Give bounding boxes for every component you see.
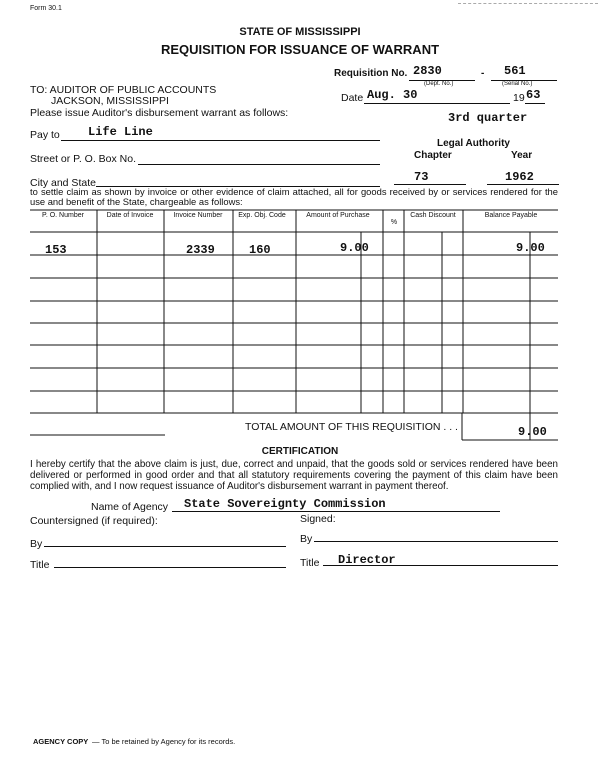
street-label: Street or P. O. Box No. [30, 153, 137, 165]
date-value: Aug. 30 [367, 88, 418, 102]
legal-authority-title: Legal Authority [437, 138, 510, 149]
agency-copy-label: AGENCY COPY [33, 737, 89, 746]
row-1-exp-code: 160 [249, 243, 271, 257]
countersigned-title-label: Title [30, 559, 50, 571]
dept-no-value: 2830 [413, 64, 442, 78]
quarter-note: 3rd quarter [448, 111, 528, 125]
agency-copy-text: — To be retained by Agency for its records. [92, 737, 236, 746]
legal-year-value: 1962 [505, 170, 534, 184]
form-number: Form 30.1 [30, 5, 62, 12]
col-header-invoice-date: Date of Invoice [106, 212, 154, 219]
date-label: Date [341, 92, 364, 104]
signed-by-label: By [300, 533, 313, 545]
agency-line [172, 511, 500, 512]
chapter-value: 73 [414, 170, 429, 184]
signed-title-value: Director [338, 553, 396, 567]
settle-claim-text: to settle claim as shown by invoice or other evidence of claim attached, all for goods received by or services rendered for the use and benefit of the State, chargeable as follows: [30, 186, 558, 207]
countersigned-by-line [44, 546, 286, 547]
requisition-dash: - [481, 68, 485, 79]
row-1-balance: 9.00 [516, 241, 545, 255]
signed-title-label: Title [300, 557, 320, 569]
col-header-percent: % [390, 219, 398, 226]
serial-no-caption: (Serial No.) [502, 81, 533, 87]
col-header-po: P. O. Number [42, 212, 84, 219]
countersigned-by-label: By [30, 538, 43, 550]
to-line-1: TO: AUDITOR OF PUBLIC ACCOUNTS [30, 84, 217, 96]
col-header-amount: Amount of Purchase [306, 212, 370, 219]
year-label: Year [511, 150, 533, 161]
certification-text: I hereby certify that the above claim is just, due, correct and unpaid, that the goods sold or services rendered have been delivered or performed in good order and that all statutory requirements covering the payment of this claim have been complied with, and I now request issuance of Auditor's disbursement warrant in payment thereof. [30, 459, 558, 492]
col-header-cash-discount: Cash Discount [410, 212, 456, 219]
total-value: 9.00 [518, 425, 547, 439]
agency-value: State Sovereignty Commission [184, 497, 386, 511]
to-line-3: Please issue Auditor's disbursement warrant as follows: [30, 107, 289, 119]
dept-no-caption: (Dept. No.) [424, 81, 454, 87]
page-title: REQUISITION FOR ISSUANCE OF WARRANT [160, 42, 440, 57]
to-line-2: JACKSON, MISSISSIPPI [51, 95, 169, 107]
countersigned-title-line [54, 567, 286, 568]
row-1-po: 153 [45, 243, 67, 257]
year-prefix: 19 [513, 92, 525, 104]
agency-label: Name of Agency [91, 501, 169, 513]
certification-title: CERTIFICATION [261, 446, 339, 457]
countersigned-label: Countersigned (if required): [30, 515, 158, 527]
chapter-label: Chapter [414, 150, 452, 161]
total-label: TOTAL AMOUNT OF THIS REQUISITION . . . [245, 421, 458, 433]
pay-to-label: Pay to [30, 129, 60, 141]
requisition-label: Requisition No. [334, 68, 408, 79]
col-header-exp-code: Exp. Obj. Code [238, 212, 286, 219]
col-header-invoice-number: Invoice Number [173, 212, 223, 219]
row-1-amount: 9.00 [340, 241, 369, 255]
col-header-balance: Balance Payable [484, 212, 538, 219]
signed-by-line [314, 541, 558, 542]
year-value: 63 [526, 88, 541, 102]
pay-to-value: Life Line [88, 125, 153, 139]
serial-no-value: 561 [504, 64, 526, 78]
signed-label: Signed: [300, 513, 336, 525]
state-heading: STATE OF MISSISSIPPI [239, 26, 361, 38]
row-1-invoice-number: 2339 [186, 243, 215, 257]
city-label: City and State [30, 177, 96, 189]
